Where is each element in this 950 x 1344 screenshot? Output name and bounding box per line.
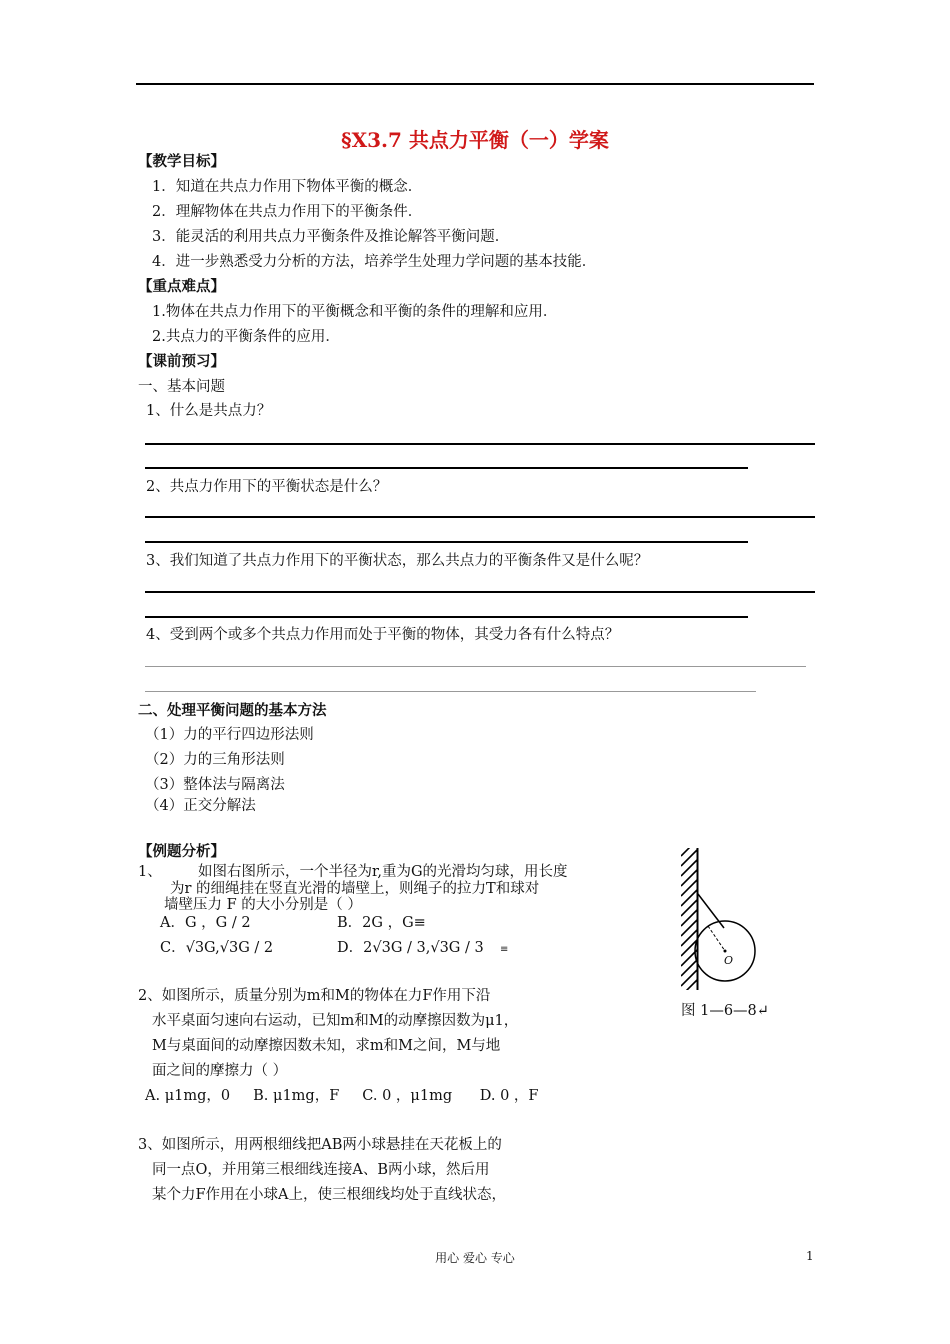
method-item: （2）力的三角形法则 xyxy=(145,752,285,768)
question-4: 4、受到两个或多个共点力作用而处于平衡的物体，其受力各有什么特点？ xyxy=(146,627,620,643)
question-3: 3、我们知道了共点力作用下的平衡状态，那么共点力的平衡条件又是什么呢？ xyxy=(146,553,649,569)
example-1-line: 为r 的细绳挂在竖直光滑的墙壁上，则绳子的拉力T和球对 xyxy=(170,881,540,897)
example-1-option-b: B．2G ，G≡ xyxy=(337,915,426,931)
example-2-options: A. μ1mg，0 B. μ1mg，F C. 0 ，μ1mg D. 0 ，F xyxy=(145,1088,539,1104)
answer-line xyxy=(145,616,748,618)
answer-line xyxy=(145,666,806,667)
key-point-item: 1.物体在共点力作用下的平衡概念和平衡的条件的理解和应用． xyxy=(152,304,558,320)
example-3-line: 同一点O，并用第三根细线连接A、B两小球，然后用 xyxy=(152,1162,490,1178)
ball-figure xyxy=(690,880,770,990)
example-1-line: 如图右图所示，一个半径为r,重为G的光滑均匀球，用长度 xyxy=(198,864,568,880)
example-1-number: 1、 xyxy=(138,864,162,880)
example-1-option-d: D．2√3G / 3,√3G / 3 xyxy=(337,940,484,956)
example-1-option-d-suffix: ≡ xyxy=(500,944,509,955)
example-3-line: 3、如图所示，用两根细线把AB两小球悬挂在天花板上的 xyxy=(138,1137,502,1153)
example-2-line: 2、如图所示，质量分别为m和M的物体在力F作用下沿 xyxy=(138,988,491,1004)
answer-line xyxy=(145,467,748,469)
page-title: §X3.7 共点力平衡（一）学案 xyxy=(341,128,609,152)
answer-line xyxy=(145,691,756,692)
ball-center-label: O xyxy=(724,954,734,967)
objective-item: 4．进一步熟悉受力分析的方法，培养学生处理力学问题的基本技能． xyxy=(152,254,597,270)
radius-dashed-line xyxy=(708,926,725,951)
method-item: （3）整体法与隔离法 xyxy=(145,777,285,793)
objective-item: 1．知道在共点力作用下物体平衡的概念． xyxy=(152,179,423,195)
example-1-option-c: C．√3G,√3G / 2 xyxy=(160,940,274,956)
examples-heading: 【例题分析】 xyxy=(138,843,225,860)
example-3-line: 某个力F作用在小球A上，使三根细线均处于直线状态， xyxy=(152,1187,507,1203)
section-methods: 二、处理平衡问题的基本方法 xyxy=(138,702,327,719)
example-1-line: 墙壁压力 F 的大小分别是（ ） xyxy=(164,897,362,913)
rope-line xyxy=(698,894,724,928)
section-basic-questions: 一、基本问题 xyxy=(138,379,225,395)
objectives-heading: 【教学目标】 xyxy=(138,153,225,170)
question-1: 1、什么是共点力？ xyxy=(146,403,272,419)
figure-caption: 图 1—6—8↵ xyxy=(681,1003,769,1019)
footer-motto: 用心 爱心 专心 xyxy=(435,1251,515,1265)
question-2: 2、共点力作用下的平衡状态是什么？ xyxy=(146,479,388,495)
page-number: 1 xyxy=(806,1249,814,1263)
answer-line xyxy=(145,443,815,445)
answer-line xyxy=(145,541,748,543)
objective-item: 2．理解物体在共点力作用下的平衡条件． xyxy=(152,204,423,220)
preview-heading: 【课前预习】 xyxy=(138,353,225,370)
answer-line xyxy=(145,516,815,518)
ball-center-point xyxy=(724,950,727,953)
method-item: （4）正交分解法 xyxy=(145,798,256,814)
example-2-line: 水平桌面匀速向右运动，已知m和M的动摩擦因数为μ1， xyxy=(152,1013,519,1029)
example-1-option-a: A．G ，G / 2 xyxy=(160,915,251,931)
answer-line xyxy=(145,591,815,593)
key-point-item: 2.共点力的平衡条件的应用． xyxy=(152,329,340,345)
method-item: （1）力的平行四边形法则 xyxy=(145,727,314,743)
key-points-heading: 【重点难点】 xyxy=(138,278,225,295)
header-rule xyxy=(136,83,814,85)
example-2-line: M与桌面间的动摩擦因数未知，求m和M之间，M与地 xyxy=(152,1038,501,1054)
example-2-line: 面之间的摩擦力（ ） xyxy=(152,1063,288,1079)
objective-item: 3．能灵活的利用共点力平衡条件及推论解答平衡问题． xyxy=(152,229,510,245)
